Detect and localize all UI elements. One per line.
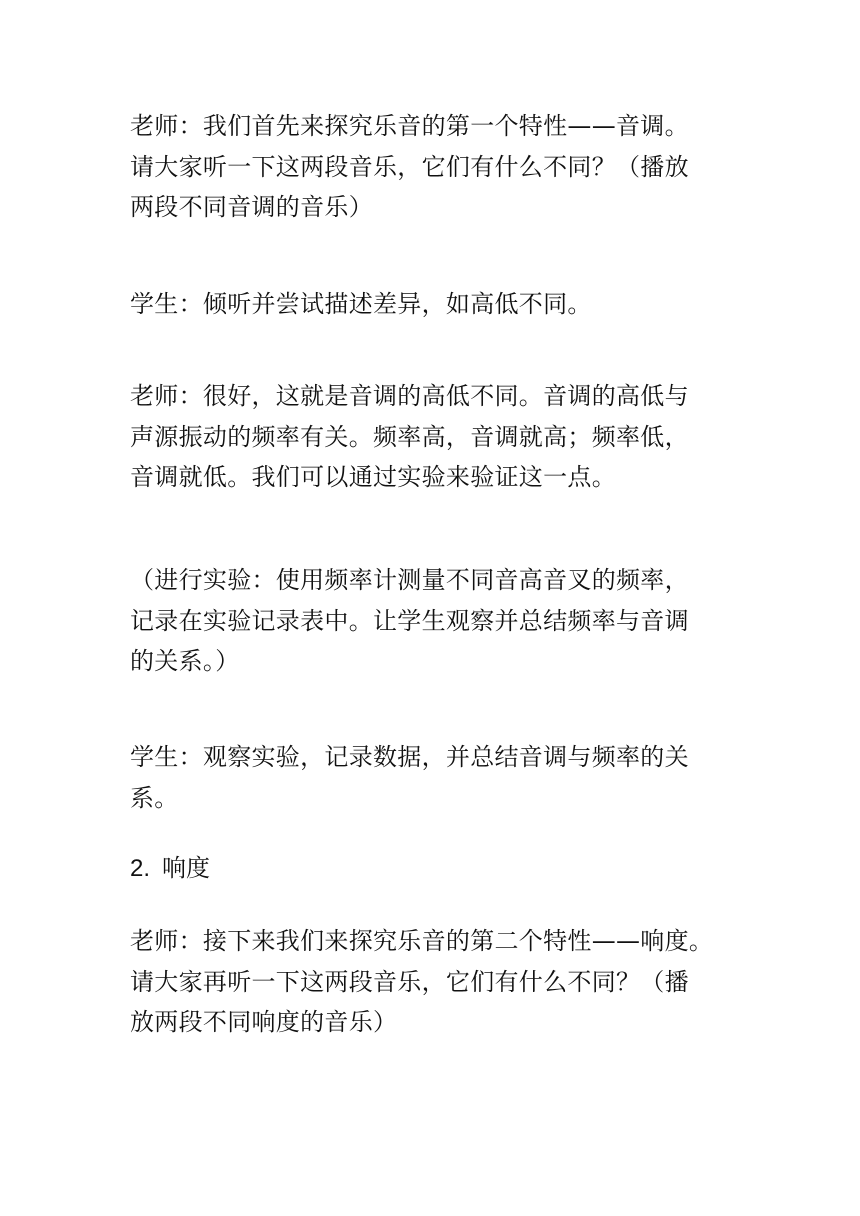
text-line: 的关系。）	[130, 647, 240, 675]
text-line: 音调就低。我们可以通过实验来验证这一点。	[130, 463, 616, 491]
paragraph-teacher-pitch-intro	[130, 106, 730, 228]
paragraph-student-listen	[130, 284, 730, 325]
section-number: 2.	[130, 855, 151, 882]
paragraph-teacher-loudness-intro	[130, 921, 730, 1043]
text-line: 老师：我们首先来探究乐音的第一个特性——音调。	[130, 112, 689, 140]
text-line: 老师：接下来我们来探究乐音的第二个特性——响度。	[130, 927, 714, 955]
text-line: 系。	[130, 783, 179, 812]
paragraph-student-observe	[130, 737, 730, 818]
text-line: 请大家再听一下这两段音乐，它们有什么不同？（播	[130, 967, 689, 996]
text-line: 学生：观察实验，记录数据，并总结音调与频率的关	[130, 743, 689, 771]
section-title: 响度	[162, 854, 211, 882]
text-line: 声源振动的频率有关。频率高，音调就高；频率低，	[130, 422, 689, 451]
paragraph-teacher-pitch-frequency	[130, 376, 730, 498]
text-line: 记录在实验记录表中。让学生观察并总结频率与音调	[130, 606, 689, 635]
paragraph-experiment	[130, 560, 730, 682]
text-line: 两段不同音调的音乐）	[130, 193, 373, 221]
text-line: 老师：很好，这就是音调的高低不同。音调的高低与	[130, 382, 689, 410]
text-line: 请大家听一下这两段音乐，它们有什么不同？（播放	[130, 152, 689, 181]
text-line: 学生：倾听并尝试描述差异，如高低不同。	[130, 290, 592, 318]
text-line: （进行实验：使用频率计测量不同音高音叉的频率，	[130, 566, 689, 594]
text-line: 放两段不同响度的音乐）	[130, 1008, 398, 1036]
section-heading	[130, 848, 210, 890]
